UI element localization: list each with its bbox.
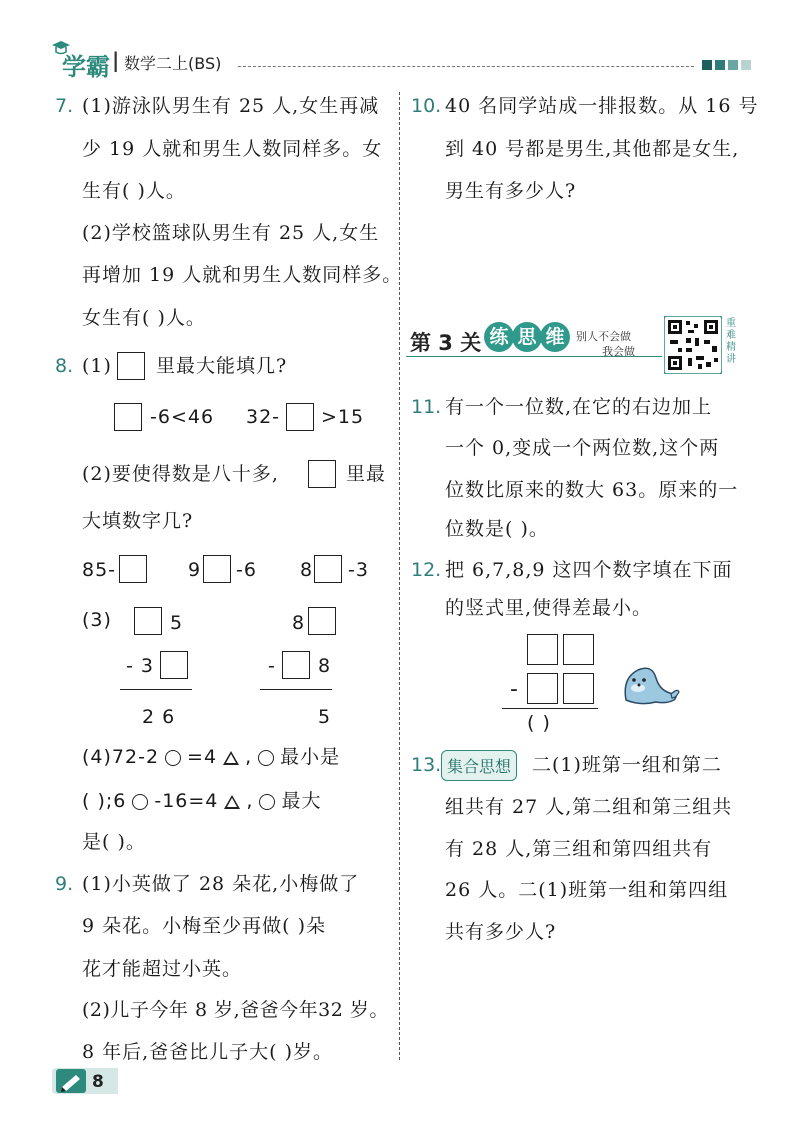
answer-box[interactable] [160,651,188,679]
q8-eq2-a: 32- [246,406,281,428]
q8-f3b: -3 [348,559,369,581]
q11-line1: 有一个一位数,在它的右边加上 [445,396,713,418]
answer-box[interactable] [314,555,342,583]
q8-p4-b: =4 [187,746,218,768]
answer-box[interactable] [119,555,147,583]
circle-symbol [258,750,274,766]
digit-box[interactable] [563,673,594,704]
q9-p1-line3: 花才能超过小英。 [82,958,243,980]
q8-p4-line2-c: , [246,790,254,812]
square-icon [728,60,738,70]
q8-p1-suffix: 里最大能填几? [156,355,288,377]
square-icon [741,60,751,70]
q13-line4: 26 人。二(1)班第一组和第四组 [445,879,729,901]
header [0,0,800,80]
q13-number: 13. [411,754,442,776]
answer-box[interactable] [203,555,231,583]
seal-mascot-icon [616,658,680,708]
answer-box[interactable] [282,651,310,679]
q12-minus: - [510,677,519,702]
q7-p2-line1: (2)学校篮球队男生有 25 人,女生 [82,222,380,244]
circle-symbol [132,794,148,810]
vertical2-minus: - [268,655,276,677]
q8-p2-line2: 大填数字几? [82,510,194,532]
q9-p2-line2: 8 年后,爸爸比儿子大( )岁。 [82,1041,334,1063]
q12-line1: 把 6,7,8,9 这四个数字填在下面 [445,559,733,581]
q8-p3-label: (3) [82,609,112,631]
q8-p4-line1 [82,748,340,767]
q10-number: 10. [411,95,442,117]
section-slogan-2: 我会做 [602,345,635,358]
q11-line2: 一个 0,变成一个两位数,这个两 [445,437,720,459]
qr-code-icon[interactable] [664,316,722,374]
page-number: 8 [92,1072,104,1092]
q10-line3: 男生有多少人? [445,180,577,202]
header-separator: | [112,48,120,72]
q8-p1-prefix: (1) [82,355,112,377]
q9-p2-line1: (2)儿子今年 8 岁,爸爸今年32 岁。 [82,999,389,1021]
triangle-symbol [223,751,239,765]
footer-page-tab [52,1068,118,1094]
q13-line2: 组共有 27 人,第二组和第三组共 [445,796,733,818]
section-title: 第 3 关 [410,331,482,355]
q7-p2-line3: 女生有( )人。 [82,307,206,329]
q8-p4-line2-a: ( );6 [82,790,127,812]
q8-p2-line1-a: (2)要使得数是八十多, [82,463,279,485]
q11-line4: 位数是( )。 [445,518,549,540]
q7-p1-line2: 少 19 人就和男生人数同样多。女 [82,138,383,160]
circle-symbol [165,750,181,766]
q12-rule [502,708,598,709]
vertical2-top-digit: 8 [292,612,306,634]
q8-f2b: -6 [236,559,257,581]
square-icon [702,60,712,70]
q8-p4-a: (4)72-2 [82,746,160,768]
q12-answer[interactable]: ( ) [527,712,551,734]
q8-p4-line3: 是( )。 [82,831,146,853]
answer-box[interactable] [114,403,142,431]
q7-p1-line3: 生有( )人。 [82,180,186,202]
q9-number: 9. [55,873,74,895]
vertical1-result: 2 6 [142,706,176,728]
header-rule [238,66,694,67]
digit-box[interactable] [527,634,558,665]
q8-p4-d: 最小是 [280,746,341,768]
q12-number: 12. [411,559,442,581]
digit-box[interactable] [527,673,558,704]
q11-number: 11. [411,396,442,418]
q9-p1-line2: 9 朵花。小梅至少再做( )朵 [82,915,326,937]
pencil-icon [56,1069,86,1093]
vertical1-rule [120,689,192,690]
q8-p4-c: , [245,746,253,768]
triangle-symbol [224,795,240,809]
section-slogan-1: 别人不会做 [576,330,631,343]
q8-p4-line2 [82,792,321,811]
q13-tag: 集合思想 [441,750,517,781]
q7-p2-line2: 再增加 19 人就和男生人数同样多。 [82,264,403,286]
vertical1-minus-line: - 3 [126,655,154,677]
q12-line2: 的竖式里,使得差最小。 [445,597,653,619]
q8-f1: 85- [82,559,117,581]
digit-box[interactable] [563,634,594,665]
answer-box[interactable] [134,607,162,635]
q7-p1-line1: (1)游泳队男生有 25 人,女生再减 [82,95,380,117]
section-badge-char: 维 [540,322,570,352]
q9-p1-line1: (1)小英做了 28 朵花,小梅做了 [82,873,360,895]
column-divider [399,92,400,1060]
answer-box[interactable] [308,460,336,488]
q8-eq2-b: >15 [321,406,365,428]
vertical2-result: 5 [318,706,332,728]
vertical2-rule [260,689,332,690]
q13-line3: 有 28 人,第三组和第四组共有 [445,838,713,860]
q13-line5: 共有多少人? [445,921,557,943]
q8-f2a: 9 [188,559,202,581]
answer-box[interactable] [117,352,145,380]
q8-p4-line2-d: 最大 [281,790,322,812]
answer-box[interactable] [308,607,336,635]
vertical2-mid-digit: 8 [318,655,332,677]
section-badge-char: 练 [484,322,514,352]
logo-text: 学霸 [62,53,110,81]
circle-symbol [259,794,275,810]
answer-box[interactable] [286,403,314,431]
q8-p4-line2-b: -16=4 [154,790,219,812]
square-icon [715,60,725,70]
section-badge-char: 思 [512,322,542,352]
q10-line1: 40 名同学站成一排报数。从 16 号 [445,95,759,117]
q8-eq1: -6<46 [150,406,215,428]
q7-number: 7. [55,95,74,117]
book-title: 数学二上(BS) [124,54,222,73]
qr-side-label: 重难精讲 [726,318,736,365]
vertical1-top-digit: 5 [170,612,184,634]
q8-f3a: 8 [300,559,314,581]
q10-line2: 到 40 号都是男生,其他都是女生, [445,138,740,160]
q11-line3: 位数比原来的数大 63。原来的一 [445,479,739,501]
q8-p2-line1-b: 里最 [346,463,387,485]
section-header [406,314,740,376]
q8-number: 8. [55,355,74,377]
q13-line1: 二(1)班第一组和第二 [532,754,722,776]
